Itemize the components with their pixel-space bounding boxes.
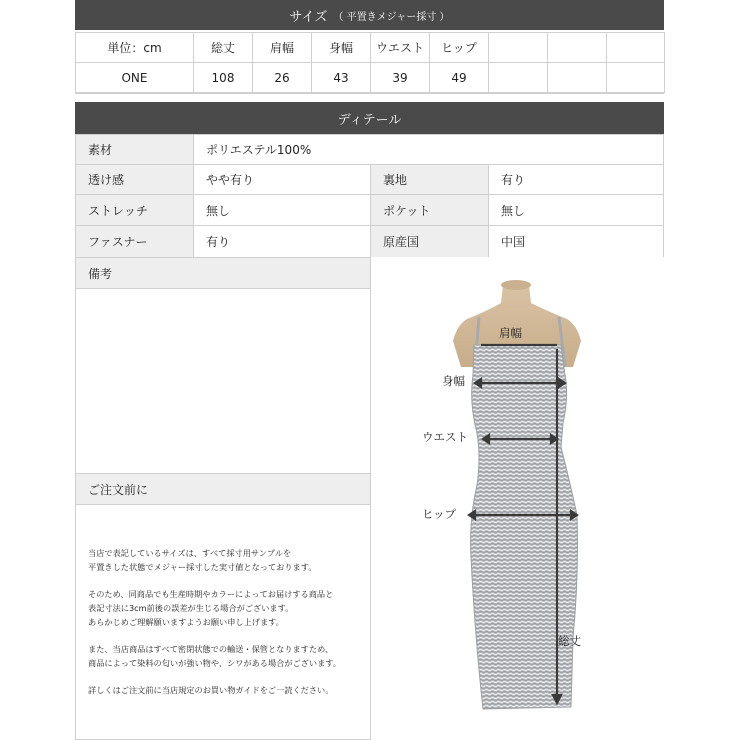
note-line: また、当店商品はすべて密閉状態での輸送・保管となりますため、 <box>88 644 334 654</box>
size-cell <box>489 63 548 93</box>
size-section-header <box>75 0 664 30</box>
note-line <box>88 574 341 587</box>
pocket-value: 無し <box>488 194 664 226</box>
note-line: 表記寸法に3cm前後の誤差が生じる場合がございます。 <box>88 603 294 613</box>
size-title: サイズ <box>289 9 328 25</box>
chest-label: 身幅 <box>442 374 465 388</box>
material-value: ポリエステル100% <box>193 134 664 165</box>
hip-label: ヒップ <box>422 507 457 521</box>
size-table <box>75 32 665 93</box>
note-line: あらかじめご理解願いますようお願い申し上げます。 <box>88 617 284 627</box>
size-table-row <box>76 63 665 93</box>
size-header-cell <box>548 33 607 63</box>
size-header-cell: 総丈 <box>194 33 253 63</box>
size-header-cell <box>607 33 665 63</box>
size-cell: 49 <box>430 63 489 93</box>
sheer-label: 透け感 <box>75 164 194 195</box>
size-cell: 26 <box>253 63 312 93</box>
origin-label: 原産国 <box>370 225 489 258</box>
divider <box>75 93 664 94</box>
note-line <box>88 670 341 683</box>
mannequin-neck-top <box>501 280 531 290</box>
pocket-label: ポケット <box>370 194 489 226</box>
detail-title: ディテール <box>337 112 402 128</box>
sheer-value: やや有り <box>193 164 371 195</box>
size-cell: 108 <box>194 63 253 93</box>
size-cell: ONE <box>76 63 194 93</box>
size-cell <box>607 63 665 93</box>
note-line: 詳しくはご注文前に当店規定のお買い物ガイドをご一読ください。 <box>88 685 334 695</box>
fastener-value: 有り <box>193 225 371 258</box>
stretch-value: 無し <box>193 194 371 226</box>
lining-label: 裏地 <box>370 164 489 195</box>
size-header-cell: ウエスト <box>371 33 430 63</box>
material-label: 素材 <box>75 134 194 165</box>
note-line: 当店で表記しているサイズは、すべて採寸用サンプルを <box>88 548 292 558</box>
detail-section-header <box>75 102 664 134</box>
remarks-box <box>75 288 371 474</box>
lining-value: 有り <box>488 164 664 195</box>
size-subtitle: （ 平置きメジャー採寸 ） <box>333 11 450 23</box>
shoulder-label: 肩幅 <box>499 326 522 340</box>
size-header-cell: 単位：cm <box>76 33 194 63</box>
dress-measurement-figure <box>370 257 665 740</box>
length-label: 総丈 <box>558 634 581 648</box>
fastener-label: ファスナー <box>75 225 194 258</box>
note-line: 商品によって染料の匂いが強い物や、シワがある場合がございます。 <box>88 658 341 668</box>
waist-label: ウエスト <box>422 430 468 444</box>
size-header-cell: 身幅 <box>312 33 371 63</box>
stretch-label: ストレッチ <box>75 194 194 226</box>
note-line <box>88 629 341 642</box>
remarks-label: 備考 <box>75 257 371 289</box>
notes-text <box>88 546 341 697</box>
size-cell <box>548 63 607 93</box>
before-order-label: ご注文前に <box>75 473 371 505</box>
size-header-cell: ヒップ <box>430 33 489 63</box>
size-cell: 43 <box>312 63 371 93</box>
size-table-header-row <box>76 33 665 63</box>
note-line: 平置きした状態でメジャー採寸した実寸値となっております。 <box>88 562 317 572</box>
size-header-cell <box>489 33 548 63</box>
size-header-cell: 肩幅 <box>253 33 312 63</box>
size-cell: 39 <box>371 63 430 93</box>
note-line: そのため、同商品でも生産時期やカラーによってお届けする商品と <box>88 589 334 599</box>
origin-value: 中国 <box>488 225 664 258</box>
dress-body <box>471 345 578 709</box>
